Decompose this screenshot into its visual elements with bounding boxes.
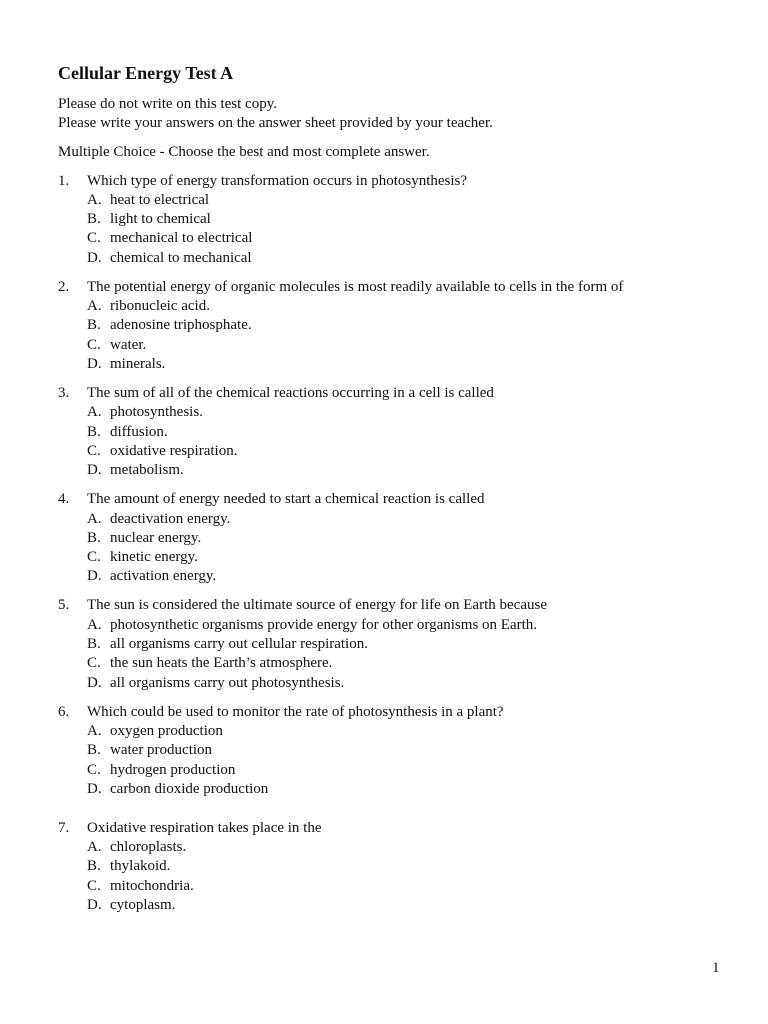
question-number: 2. (58, 279, 70, 295)
option-letter: C. (87, 549, 101, 565)
option-letter: A. (87, 511, 102, 527)
option-text: deactivation energy. (110, 511, 231, 527)
question-text: The amount of energy needed to start a chemical reaction is called (87, 491, 485, 507)
option-text: ribonucleic acid. (110, 298, 210, 314)
question-text: Which type of energy transformation occurs in photosynthesis? (87, 173, 468, 189)
option-text: light to chemical (110, 211, 211, 227)
question-text: Which could be used to monitor the rate of photosynthesis in a plant? (87, 704, 504, 720)
option-letter: D. (87, 462, 102, 478)
option-letter: A. (87, 192, 102, 208)
question-number: 6. (58, 704, 70, 720)
question-number: 1. (58, 173, 70, 189)
option-letter: B. (87, 530, 101, 546)
option-letter: A. (87, 617, 102, 633)
question-text: Oxidative respiration takes place in the (87, 820, 322, 836)
question-number: 4. (58, 491, 70, 507)
option-text: mitochondria. (110, 878, 194, 894)
option-letter: C. (87, 655, 101, 671)
option-letter: D. (87, 897, 102, 913)
option-text: diffusion. (110, 424, 168, 440)
option-letter: A. (87, 298, 102, 314)
option-text: photosynthesis. (110, 404, 203, 420)
section-heading: Multiple Choice - Choose the best and most complete answer. (58, 144, 430, 160)
option-text: carbon dioxide production (110, 781, 269, 797)
option-text: oxygen production (110, 723, 223, 739)
option-text: mechanical to electrical (110, 230, 253, 246)
option-letter: C. (87, 230, 101, 246)
option-letter: B. (87, 858, 101, 874)
question-number: 5. (58, 597, 70, 613)
option-letter: D. (87, 675, 102, 691)
option-letter: A. (87, 839, 102, 855)
option-letter: B. (87, 211, 101, 227)
option-text: water production (110, 742, 213, 758)
question-text: The sun is considered the ultimate source of energy for life on Earth because (87, 597, 547, 613)
question-text: The sum of all of the chemical reactions occurring in a cell is called (87, 385, 494, 401)
option-text: cytoplasm. (110, 897, 176, 913)
option-letter: B. (87, 317, 101, 333)
option-text: activation energy. (110, 568, 217, 584)
question-text: The potential energy of organic molecules is most readily available to cells in the form of (87, 279, 624, 295)
option-text: all organisms carry out photosynthesis. (110, 675, 345, 691)
option-letter: C. (87, 337, 101, 353)
option-text: heat to electrical (110, 192, 210, 208)
option-letter: D. (87, 781, 102, 797)
option-text: metabolism. (110, 462, 184, 478)
question-number: 3. (58, 385, 70, 401)
instruction-line-1: Please do not write on this test copy. (58, 96, 277, 112)
option-text: the sun heats the Earth’s atmosphere. (110, 655, 333, 671)
option-letter: C. (87, 878, 101, 894)
option-text: chloroplasts. (110, 839, 187, 855)
question-number: 7. (58, 820, 70, 836)
option-letter: B. (87, 636, 101, 652)
option-text: all organisms carry out cellular respiration. (110, 636, 368, 652)
option-letter: B. (87, 742, 101, 758)
page-title: Cellular Energy Test A (58, 63, 234, 83)
option-letter: C. (87, 762, 101, 778)
option-letter: A. (87, 404, 102, 420)
option-text: hydrogen production (110, 762, 236, 778)
option-letter: D. (87, 356, 102, 372)
page-number: 1 (712, 960, 720, 976)
option-text: nuclear energy. (110, 530, 202, 546)
option-text: thylakoid. (110, 858, 171, 874)
option-letter: A. (87, 723, 102, 739)
option-text: adenosine triphosphate. (110, 317, 252, 333)
option-text: chemical to mechanical (110, 250, 252, 266)
option-text: photosynthetic organisms provide energy for other organisms on Earth. (110, 617, 538, 633)
option-text: oxidative respiration. (110, 443, 238, 459)
option-text: water. (110, 337, 147, 353)
option-text: kinetic energy. (110, 549, 198, 565)
option-letter: C. (87, 443, 101, 459)
instruction-line-2: Please write your answers on the answer sheet provided by your teacher. (58, 115, 493, 131)
option-letter: D. (87, 250, 102, 266)
option-letter: B. (87, 424, 101, 440)
option-letter: D. (87, 568, 102, 584)
option-text: minerals. (110, 356, 166, 372)
